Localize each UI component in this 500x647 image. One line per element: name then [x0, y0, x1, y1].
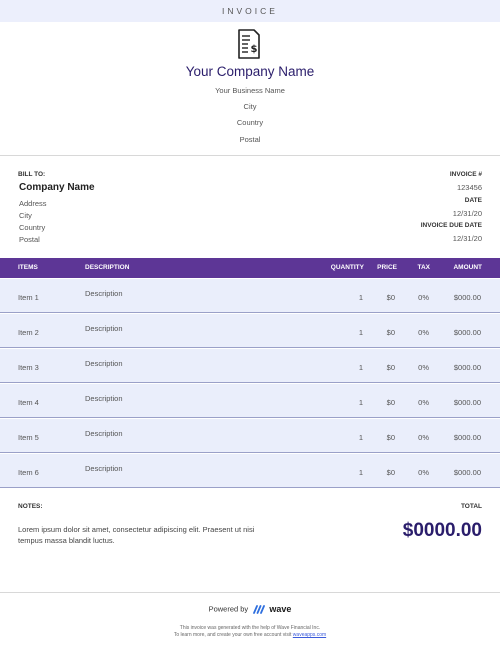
row-description: Description: [85, 464, 123, 473]
due-date-label: INVOICE DUE DATE: [420, 222, 482, 229]
row-item: Item 6: [18, 468, 39, 477]
notes-label: NOTES:: [18, 503, 43, 510]
business-country: Country: [236, 118, 264, 127]
row-quantity: 1: [358, 398, 363, 407]
row-description: Description: [85, 359, 123, 368]
footer-fine-print-2-text: To learn more, and create your own free account visit: [173, 632, 292, 638]
notes-text: Lorem ipsum dolor sit amet, consectetur adipiscing elit. Praesent ut nisi tempus massa blandit luctus.: [18, 525, 255, 545]
total-label: TOTAL: [460, 503, 482, 510]
row-item: Item 5: [18, 433, 39, 442]
row-item: Item 3: [18, 363, 39, 372]
row-description: Description: [85, 289, 123, 298]
svg-text:$: $: [250, 44, 258, 55]
footer-divider: [0, 592, 500, 593]
col-items: ITEMS: [18, 264, 38, 271]
invoice-header-bar: [0, 0, 500, 22]
row-price: $0: [386, 398, 395, 407]
row-item: Item 2: [18, 328, 39, 337]
powered-by-text: Powered by: [208, 604, 249, 614]
row-tax: 0%: [418, 398, 429, 407]
invoice-number: 123456: [456, 183, 482, 192]
col-amount: AMOUNT: [453, 264, 482, 271]
table-row: [0, 384, 500, 418]
table-row: [0, 454, 500, 488]
row-tax: 0%: [418, 363, 429, 372]
business-postal: Postal: [239, 135, 261, 144]
items-table-header: [0, 258, 500, 278]
table-row: [0, 279, 500, 313]
col-description: DESCRIPTION: [85, 264, 130, 271]
invoice-date: 12/31/20: [452, 209, 482, 218]
footer-fine-print-1: This invoice was generated with the help of Wave Financial Inc.: [179, 625, 321, 631]
row-amount: $000.00: [453, 468, 481, 477]
row-price: $0: [386, 293, 395, 302]
row-description: Description: [85, 429, 123, 438]
table-row: [0, 349, 500, 383]
invoice-number-label: INVOICE #: [449, 171, 482, 178]
date-label: DATE: [464, 197, 482, 204]
bill-to-country: Country: [19, 223, 46, 232]
invoice-due-date: 12/31/20: [452, 234, 482, 243]
row-tax: 0%: [418, 328, 429, 337]
col-tax: TAX: [417, 264, 430, 271]
col-quantity: QUANTITY: [330, 264, 364, 271]
bill-to-address: Address: [19, 199, 47, 208]
business-name: Your Business Name: [215, 86, 285, 95]
row-item: Item 4: [18, 398, 39, 407]
row-amount: $000.00: [453, 363, 481, 372]
row-amount: $000.00: [453, 433, 481, 442]
bill-to-postal: Postal: [19, 235, 40, 244]
row-tax: 0%: [418, 433, 429, 442]
row-description: Description: [85, 394, 123, 403]
wave-logo-icon: [253, 605, 265, 614]
company-name-title: Your Company Name: [185, 64, 315, 79]
bill-to-label: BILL TO:: [18, 171, 46, 178]
business-city: City: [243, 102, 257, 111]
row-amount: $000.00: [453, 398, 481, 407]
table-row: [0, 419, 500, 453]
powered-by: [0, 604, 500, 614]
row-item: Item 1: [18, 293, 39, 302]
row-price: $0: [386, 363, 395, 372]
row-amount: $000.00: [453, 293, 481, 302]
row-tax: 0%: [418, 293, 429, 302]
table-row: [0, 314, 500, 348]
row-price: $0: [386, 433, 395, 442]
row-price: $0: [386, 468, 395, 477]
row-quantity: 1: [358, 328, 363, 337]
bill-to-company: Company Name: [19, 182, 95, 193]
col-price: PRICE: [377, 264, 397, 271]
row-description: Description: [85, 324, 123, 333]
row-tax: 0%: [418, 468, 429, 477]
row-quantity: 1: [358, 293, 363, 302]
header-divider: [0, 155, 500, 156]
bill-to-city: City: [19, 211, 32, 220]
wave-brand: wave: [269, 604, 292, 615]
total-amount: $0000.00: [402, 520, 482, 541]
row-quantity: 1: [358, 363, 363, 372]
row-price: $0: [386, 328, 395, 337]
row-quantity: 1: [358, 468, 363, 477]
footer-fine-print-2: [0, 632, 500, 638]
row-quantity: 1: [358, 433, 363, 442]
invoice-document-icon: [237, 29, 261, 59]
waveapps-link[interactable]: waveapps.com: [292, 632, 327, 638]
row-amount: $000.00: [453, 328, 481, 337]
invoice-heading: INVOICE: [222, 6, 278, 16]
